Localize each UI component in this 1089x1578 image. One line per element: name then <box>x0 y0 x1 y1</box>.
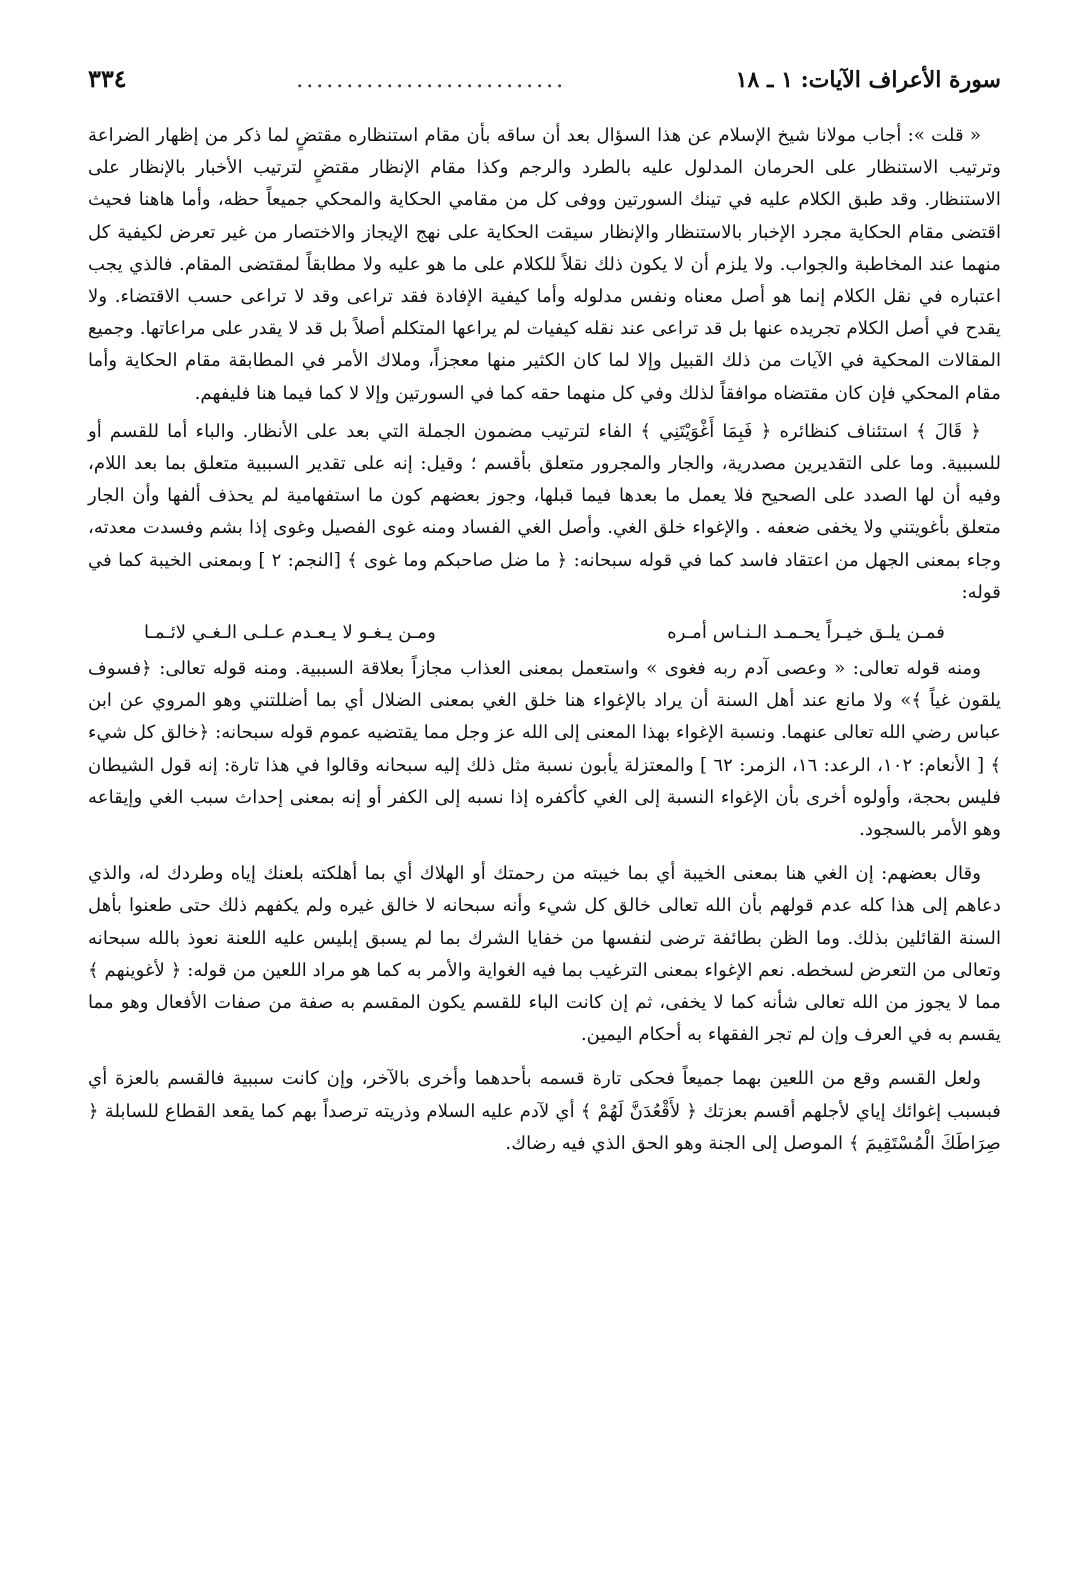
paragraph-5: ولعل القسم وقع من اللعين بهما جميعاً فحكى تارة قسمه بأحدهما وأخرى بالآخر، وإن كانت سببية فالقسم بالعزة أي فبسبب إغوائك إياي لأجلهم أقسم بعزتك ﴿ لأَقْعُدَنَّ لَهُمْ ﴾ أي لآدم عليه السلام وذريته ترصداً بهم كما يقعد القطاع للسابلة ﴿ صِرَاطَكَ الْمُسْتَقِيمَ ﴾ الموصل إلى الجنة وهو الحق الذي فيه رضاك. <box>88 1068 1001 1154</box>
poetry-verse <box>88 615 1001 653</box>
paragraph-2: ﴿ قَالَ ﴾ استئناف كنظائره ﴿ فَبِمَا أَغْوَيْتَنِي ﴾ الفاء لترتيب مضمون الجملة التي بعد على الأنظار. والباء أما للقسم أو للسببية. وما على التقديرين مصدرية، والجار والمجرور متعلق بأقسم ؛ وقيل: إنه على تقدير السببية متعلق بما بعد اللام، وفيه أن لها الصدد على الصحيح فلا يعمل ما بعدها فيما قبلها، وجوز بعضهم كون ما استفهامية لم يحذف ألفها وأن الجار متعلق بأغويتني ولا يخفى ضعفه . والإغواء خلق الغي. وأصل الغي الفساد ومنه غوى الفصيل وغوى إذا بشم وفسدت معدته، وجاء بمعنى الجهل من اعتقاد فاسد كما في قوله سبحانه: ﴿ ما ضل صاحبكم وما غوى ﴾ [النجم: ٢ ] وبمعنى الخيبة كما في قوله: <box>88 420 1002 603</box>
page-number: ٣٣٤ <box>88 64 127 93</box>
header-dots: ........................... <box>296 68 567 93</box>
paragraph-1: « قلت »: أجاب مولانا شيخ الإسلام عن هذا السؤال بعد أن ساقه بأن مقام استنظاره مقتضٍ لما ذكر من إظهار الضراعة وترتيب الاستنظار على الحرمان المدلول عليه بالطرد والرجم وكذا مقام الإنظار مقتضٍ لترتيب الأخبار بالإنظار على الاستنظار. وقد طبق الكلام عليه في تينك السورتين ووفى كل من مقامي الحكاية والمحكي جميعاً حظه، وأما هاهنا فحيث اقتضى مقام الحكاية مجرد الإخبار بالاستنظار والإنظار سيقت الحكاية على نهج الإيجاز والاختصار من غير تعرض لكيفية كل منهما عند المخاطبة والجواب. ولا يلزم أن لا يكون ذلك نقلاً للكلام على ما هو عليه ولا مطابقاً لمقتضى المقام. فالذي يجب اعتباره في نقل الكلام إنما هو أصل معناه ونفس مدلوله وأما كيفية الإفادة فقد تراعى وقد لا تراعى حسب الاقتضاء. ولا يقدح في أصل الكلام تجريده عنها بل قد تراعى عند نقله كيفيات لم يراعها المتكلم أصلاً بل قد لا يقدر على مراعاتها. وجميع المقالات المحكية في الآيات من ذلك القبيل وإلا لما كان الكثير منها معجزاً، وملاك الأمر في المطابقة مقام الحكاية وأما مقام المحكي فإن كان مقتضاه موافقاً لذلك وفي كل منهما حقه كما في السورتين وإلا لا كما فيما هنا فليفهم. <box>88 125 1001 404</box>
verse-second-hemistich: ومـن يـغـو لا يـعـدم عـلـى الـغـي لائـمـا <box>144 622 436 644</box>
verse-first-hemistich: فمـن يلـق خيـراً يحـمـد الـنـاس أمـره <box>667 622 945 644</box>
paragraph-3: ومنه قوله تعالى: « وعصى آدم ربه فغوى » واستعمل بمعنى العذاب مجازاً بعلاقة السببية. ومنه قوله تعالى: ﴿فسوف يلقون غياً ﴾» ولا مانع عند أهل السنة أن يراد بالإغواء هنا خلق الغي بمعنى الضلال أي بما أضللتني وهو المروي عن ابن عباس رضي الله تعالى عنهما. ونسبة الإغواء بهذا المعنى إلى الله عز وجل مما يقتضيه عموم قوله سبحانه: ﴿خالق كل شيء ﴾ [ الأنعام: ١٠٢، الرعد: ١٦، الزمر: ٦٢ ] والمعتزلة يأبون نسبة مثل ذلك إليه سبحانه وقالوا في هذا تارة: إنه قول الشيطان فليس بحجة، وأولوه أخرى بأن الإغواء النسبة إلى الغي كأكفره إذا نسبه إلى الكفر أو إنه بمعنى إحداث سبب الغي وإيقاعه وهو الأمر بالسجود. <box>88 658 1001 841</box>
running-title: سورة الأعراف الآيات: ١ ـ ١٨ <box>735 67 1001 93</box>
page-body <box>88 120 1001 1166</box>
paragraph-4: وقال بعضهم: إن الغي هنا بمعنى الخيبة أي بما خيبته من رحمتك أو الهلاك أي بما أهلكته بلعنك إياه وطردك له، والذي دعاهم إلى هذا كله عدم قولهم بأن الله تعالى خالق كل شيء وأنه سبحانه لا خالق غيره ولم يكفهم ذلك حتى طعنوا بأهل السنة القائلين بذلك. وما الظن بطائفة ترضى لنفسها من خفايا الشرك بما لم يسبق إبليس عليه اللعنة نعوذ بالله سبحانه وتعالى من التعرض لسخطه. نعم الإغواء بمعنى الترغيب بما فيه الغواية والأمر به كما هو مراد اللعين من قوله: ﴿ لأغوينهم ﴾ مما لا يجوز من الله تعالى شأنه كما لا يخفى، ثم إن كانت الباء للقسم يكون المقسم به صفة من صفات الأفعال وهو مما يقسم به في العرف وإن لم تجر الفقهاء به أحكام اليمين. <box>88 863 1001 1046</box>
page-header <box>88 64 1001 106</box>
